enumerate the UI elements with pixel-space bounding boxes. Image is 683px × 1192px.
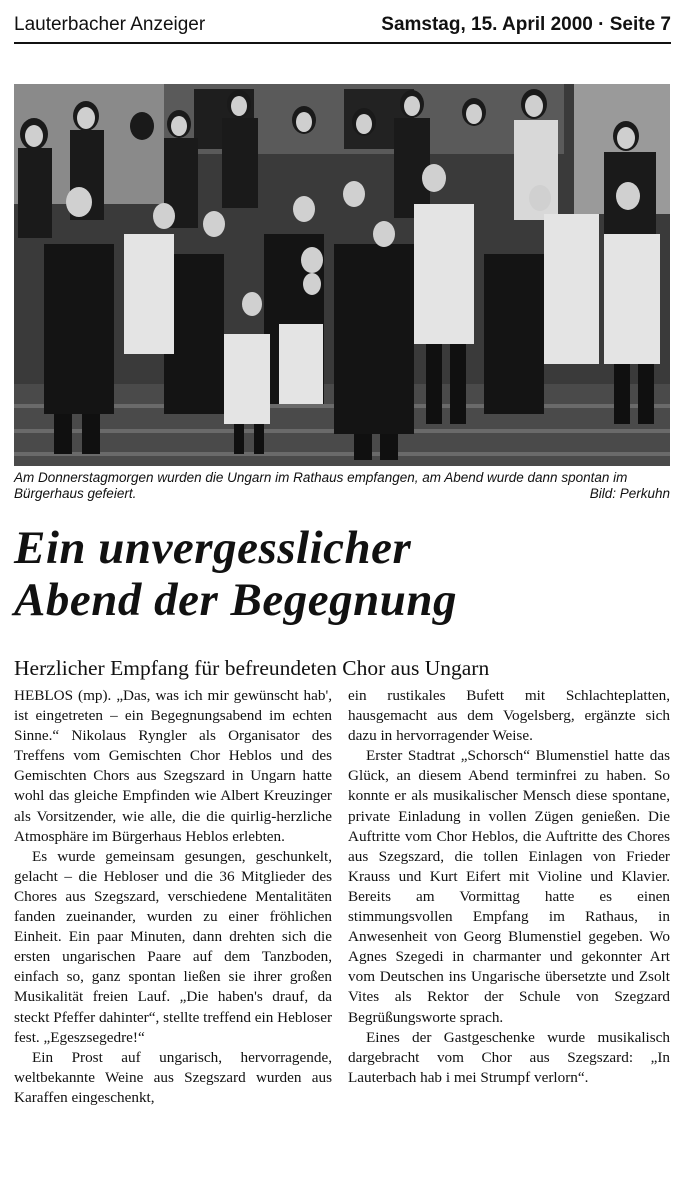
headline-line-2: Abend der Begegnung [14,574,457,626]
page-dateline: Samstag, 15. April 2000 · Seite 7 [381,14,671,35]
article-paragraph: HEBLOS (mp). „Das, was ich mir gewünscht hab', ist eingetreten – ein Begegnungsabend im echten Sinne.“ Nikolaus Ryngler als Organisator des Treffens vom Gemischten Chor Heblos und des Gemischten Chors aus Szegszard in Ungarn hatte wohl das gleiche Empfinden wie Albert Kreuzinger als Vorsitzender, wie alle, die die quirlig-herzliche Atmosphäre im Bürgerhaus Heblos erlebten. [14,687,332,845]
article-subheadline: Herzlicher Empfang für befreundeten Chor aus Ungarn [14,656,490,680]
group-photo [14,84,670,466]
headline-line-1: Ein unvergesslicher [14,522,412,574]
article-column-left [14,686,332,1108]
group-photo-icon [14,84,670,466]
caption-text: Am Donnerstagmorgen wurden die Ungarn im Rathaus empfangen, am Abend wurde dann spontan im Bürgerhaus gefeiert. [14,470,628,501]
photo-credit: Bild: Perkuhn [589,486,670,501]
article-paragraph: Es wurde gemeinsam gesungen, geschunkelt, gelacht – die Hebloser und die 36 Mitglieder des Chores aus Szegszard, verschiedene Mentalitäten fanden zueinander, wurden zu einer fröhlichen Einheit. Ein paar Minuten, dann drehten sich die ersten ungarischen Paare auf dem Tanzboden, einfach so, ganz spontan ließen sie ihrer großen Musikalität freien Lauf. „Die haben's drauf, da steckt Pfeffer dahinter“, stellte treffend ein Hebloser fest. „Egeszsegedre!“ [14,847,332,1046]
article-paragraph: Eines der Gastgeschenke wurde musikalisch dargebracht vom Chor aus Szegszard: „In Lauterbach hab i mei Strumpf verlorn“. [348,1028,670,1086]
article-paragraph: Ein Prost auf ungarisch, hervorragende, weltbekannte Weine aus Szegszard wurden aus Karaffen eingeschenkt, [14,1048,332,1106]
article-column-right [348,686,670,1088]
article-headline [14,522,674,626]
photo-caption [14,470,670,502]
article-paragraph: Erster Stadtrat „Schorsch“ Blumenstiel hatte das Glück, an diesem Abend terminfrei zu haben. So konnte er als musikalischer Mensch diese spontane, private Einladung in vollen Zügen genießen. Die Auftritte vom Chor Heblos, die Auftritte des Chores aus Szegszard, die tollen Einlagen von Frieder Krauss und Kurt Eifert mit Violine und Klavier. Bereits am Vormittag hatte es einen stimmungsvollen Empfang im Rathaus, in Anwesenheit von Georg Blumenstiel gegeben. Wo Agnes Szegedi in charmanter und gekonnter Art vom Deutschen ins Ungarische übersetzte und Zsolt Vites als Rektor der Schule von Szegzard Begrüßungsworte sprach. [348,747,670,1026]
newspaper-name: Lauterbacher Anzeiger [14,14,206,35]
article-paragraph: ein rustikales Bufett mit Schlachteplatten, hausgemacht aus dem Vogelsberg, ergänzte sich dazu in hervorragender Weise. [348,687,670,745]
newspaper-masthead [14,8,671,44]
